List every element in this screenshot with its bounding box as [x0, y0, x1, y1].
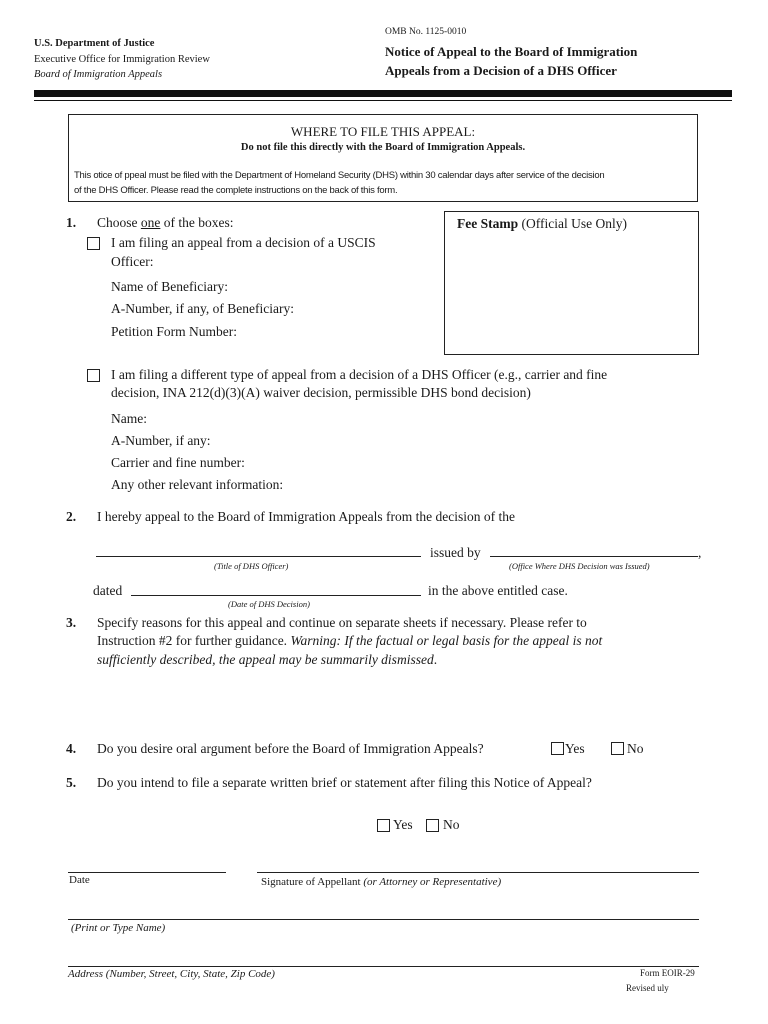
dhs-decision-date-caption: (Date of DHS Decision) [228, 599, 310, 609]
q5-no-checkbox[interactable] [426, 819, 439, 832]
q1-option-dhs-checkbox[interactable] [87, 369, 100, 382]
q1-option-dhs-line-1: I am filing a different type of appeal from a decision of a DHS Officer (e.g., carrier and fine [111, 367, 608, 382]
form-number: Form EOIR-29 [640, 968, 695, 978]
q4-number: 4. [66, 741, 77, 756]
fee-stamp-box [444, 211, 699, 355]
address-field[interactable] [68, 966, 699, 967]
where-to-file-body [74, 168, 698, 198]
dhs-office-field[interactable] [490, 556, 698, 557]
date-label: Date [69, 874, 90, 886]
omb-number: OMB No. 1125-0010 [385, 27, 467, 37]
q3-line-2-plain: Instruction #2 for further guidance. [97, 633, 291, 648]
where-to-file-heading: WHERE TO FILE THIS APPEAL: [290, 124, 476, 139]
form-revised: Revised uly [626, 983, 669, 993]
where-to-file-body-line-2: of the DHS Officer. Please read the complete instructions on the back of this form. [74, 185, 398, 196]
signature-field[interactable] [257, 872, 699, 873]
q1-prompt-pre: Choose [97, 215, 141, 230]
q5-number: 5. [66, 775, 77, 790]
q2-text: I hereby appeal to the Board of Immigration Appeals from the decision of the [97, 509, 515, 524]
print-name-label: (Print or Type Name) [71, 922, 166, 934]
q5-yes-label: Yes [393, 817, 413, 832]
agency-department: U.S. Department of Justice [34, 38, 155, 49]
q3-warning: Warning: If the factual or legal basis for the appeal is not [290, 633, 603, 648]
name-label: Name: [111, 411, 147, 426]
q1-option-uscis-checkbox[interactable] [87, 237, 100, 250]
dhs-officer-title-caption: (Title of DHS Officer) [214, 561, 289, 571]
beneficiary-name-label: Name of Beneficiary: [111, 279, 228, 294]
q1-option-uscis-line-2: Officer: [111, 254, 154, 269]
signature-label-note: (or Attorney or Representative) [363, 876, 502, 888]
entitled-case-text: in the above entitled case. [428, 583, 568, 598]
q1-prompt [97, 215, 234, 231]
q2-comma: , [698, 545, 702, 560]
address-label: Address (Number, Street, City, State, Zip Code) [68, 968, 275, 980]
fee-stamp-title: Fee Stamp [457, 216, 519, 231]
print-name-field[interactable] [68, 919, 699, 920]
q4-no-label: No [627, 741, 644, 756]
q4-text: Do you desire oral argument before the Board of Immigration Appeals? [97, 741, 484, 756]
fee-stamp-note: (Official Use Only) [521, 216, 627, 231]
form-title-line-2: Appeals from a Decision of a DHS Officer [385, 63, 617, 78]
q1-option-uscis-line-1: I am filing an appeal from a decision of a USCIS [111, 235, 376, 250]
agency-office: Executive Office for Immigration Review [34, 54, 210, 65]
q3-line-1: Specify reasons for this appeal and continue on separate sheets if necessary. Please refer to [97, 615, 587, 630]
q3-reasons-area[interactable] [96, 672, 698, 734]
q5-yes-checkbox[interactable] [377, 819, 390, 832]
q1-option-dhs-line-2: decision, INA 212(d)(3)(A) waiver decision, permissible DHS bond decision) [111, 385, 531, 400]
carrier-fine-number-label: Carrier and fine number: [111, 455, 245, 470]
form-title-line-1: Notice of Appeal to the Board of Immigration [385, 44, 638, 59]
other-info-label: Any other relevant information: [111, 477, 284, 492]
header-rule-thin [34, 100, 732, 101]
date-field[interactable] [68, 872, 226, 873]
q3-number: 3. [66, 615, 77, 630]
issued-by-label: issued by [430, 545, 481, 560]
q3-line-2 [97, 633, 602, 649]
q3-warning-cont: sufficiently described, the appeal may be summarily dismissed [97, 652, 434, 667]
a-number-label: A-Number, if any: [111, 433, 211, 448]
q4-yes-label: Yes [565, 741, 585, 756]
q5-no-label: No [443, 817, 460, 832]
dhs-decision-date-field[interactable] [131, 595, 421, 596]
q5-text: Do you intend to file a separate written brief or statement after filing this Notice of Appeal? [97, 775, 592, 790]
q2-number: 2. [66, 509, 77, 524]
where-to-file-subheading: Do not file this directly with the Board of Immigration Appeals. [240, 142, 526, 153]
signature-label [261, 876, 501, 888]
where-to-file-body-line-1: This otice of ppeal must be filed with the Department of Homeland Security (DHS) within 30 calendar days after service of the decision [74, 170, 605, 181]
q4-yes-checkbox[interactable] [551, 742, 564, 755]
q1-prompt-post: of the boxes: [160, 215, 234, 230]
beneficiary-a-number-label: A-Number, if any, of Beneficiary: [111, 301, 295, 316]
signature-label-text: Signature of Appellant [261, 876, 364, 888]
q4-no-checkbox[interactable] [611, 742, 624, 755]
q1-number: 1. [66, 215, 77, 230]
petition-form-number-label: Petition Form Number: [111, 324, 237, 339]
dhs-office-caption: (Office Where DHS Decision was Issued) [509, 561, 650, 571]
dated-label: dated [93, 583, 123, 598]
q1-prompt-underline: one [140, 215, 161, 230]
agency-board: Board of Immigration Appeals [34, 69, 163, 80]
q3-period: . [433, 652, 438, 667]
header-rule-thick [34, 90, 732, 97]
q3-line-3 [97, 652, 437, 668]
fee-stamp-label [457, 216, 627, 232]
form-title [385, 42, 725, 80]
dhs-officer-title-field[interactable] [96, 556, 421, 557]
where-to-file-box [68, 114, 698, 202]
